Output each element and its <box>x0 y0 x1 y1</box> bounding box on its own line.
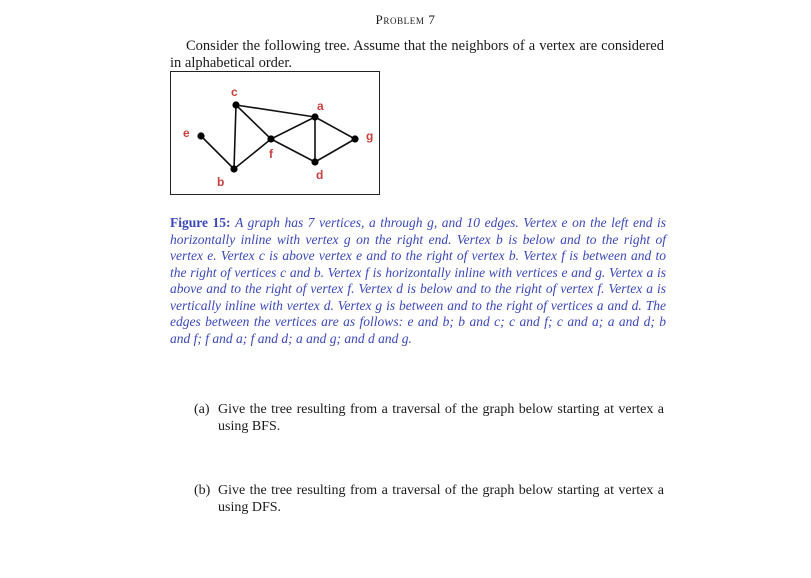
part-b-text: Give the tree resulting from a traversal of the graph below starting at vertex a using DFS. <box>218 483 664 515</box>
vertex-label-c: c <box>231 85 238 99</box>
vertex-label-e: e <box>183 126 190 140</box>
edge-a-g <box>315 117 355 139</box>
vertex-label-b: b <box>217 175 225 189</box>
edge-f-a <box>271 117 315 139</box>
vertex-b <box>230 165 237 172</box>
vertex-label-a: a <box>317 99 324 113</box>
vertex-label-d: d <box>316 168 324 182</box>
vertex-f <box>267 135 274 142</box>
figure-caption <box>170 215 666 347</box>
part-b-label: (b) <box>194 483 211 498</box>
vertex-a <box>311 113 318 120</box>
part-b <box>194 482 664 516</box>
graph-svg <box>171 72 381 196</box>
edge-d-g <box>315 139 355 162</box>
part-a <box>194 401 664 435</box>
figure-description: A graph has 7 vertices, a through g, and 10 edges. Vertex e on the left end is horizontally inline with vertex g on the right end. Vertex b is below and to the right of vertex e. Vertex c is above vertex e and to the right of vertex b. Vertex f is between and to the right of vertices c and b. Vertex f is horizontally inline with vertices e and g. Vertex a is above and to the right of vertex f. Vertex d is below and to the right of vertex f. Vertex a is vertically inline with vertex d. Vertex g is between and to the right of vertices a and d. The edges between the vertices are as follows: e and b; b and c; c and f; c and a; a and d; b and f; f and a; f and d; a and g; and d and g. <box>170 215 667 346</box>
edge-b-f <box>234 139 271 169</box>
problem-title: Problem 7 <box>375 12 436 27</box>
vertex-e <box>197 132 204 139</box>
figure-label: Figure 15: <box>170 215 231 230</box>
graph-figure <box>170 71 380 195</box>
edge-f-d <box>271 139 315 162</box>
edge-c-a <box>236 105 315 117</box>
vertex-label-g: g <box>366 129 374 143</box>
vertex-g <box>351 135 358 142</box>
edge-b-c <box>234 105 236 169</box>
intro-paragraph: Consider the following tree. Assume that the neighbors of a vertex are considered in alphabetical order. <box>170 38 664 71</box>
part-a-text: Give the tree resulting from a traversal of the graph below starting at vertex a using BFS. <box>218 402 664 434</box>
edge-e-b <box>201 136 234 169</box>
vertex-c <box>232 101 239 108</box>
vertex-label-f: f <box>269 147 273 161</box>
part-a-label: (a) <box>194 402 210 417</box>
vertex-d <box>311 158 318 165</box>
